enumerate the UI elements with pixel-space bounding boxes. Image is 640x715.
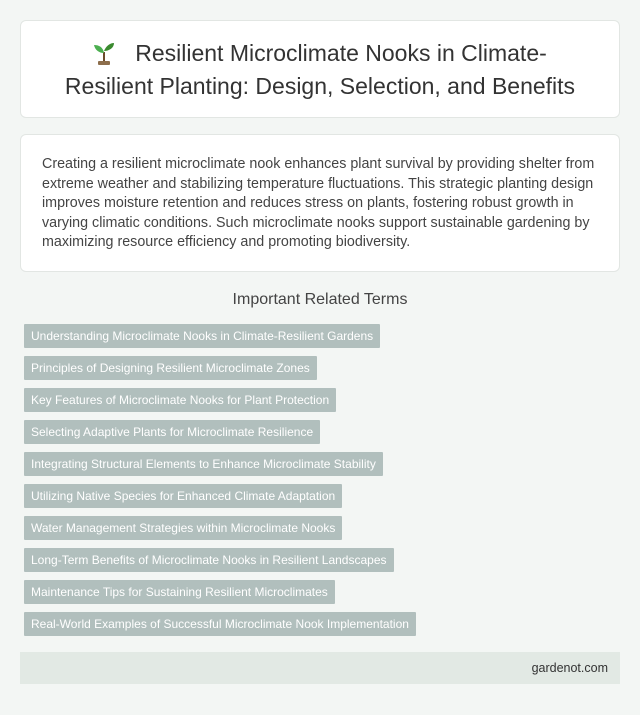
related-term-tag[interactable]: Understanding Microclimate Nooks in Climate-Resilient Gardens bbox=[24, 324, 380, 348]
page-title bbox=[51, 38, 589, 101]
title-card bbox=[20, 20, 620, 118]
related-term-tag[interactable]: Selecting Adaptive Plants for Microclimate Resilience bbox=[24, 420, 320, 444]
related-term-tag[interactable]: Real-World Examples of Successful Microclimate Nook Implementation bbox=[24, 612, 416, 636]
related-term-tag[interactable]: Water Management Strategies within Microclimate Nooks bbox=[24, 516, 342, 540]
related-terms-list bbox=[24, 324, 624, 644]
site-name-link[interactable]: gardenot.com bbox=[531, 661, 608, 675]
related-term-tag[interactable]: Long-Term Benefits of Microclimate Nooks in Resilient Landscapes bbox=[24, 548, 394, 572]
related-term-tag[interactable]: Principles of Designing Resilient Microclimate Zones bbox=[24, 356, 317, 380]
seedling-icon bbox=[93, 41, 115, 71]
footer bbox=[20, 652, 620, 684]
related-term-tag[interactable]: Utilizing Native Species for Enhanced Climate Adaptation bbox=[24, 484, 342, 508]
related-term-tag[interactable]: Maintenance Tips for Sustaining Resilient Microclimates bbox=[24, 580, 335, 604]
summary-text: Creating a resilient microclimate nook enhances plant survival by providing shelter from extreme weather and stabilizing temperature fluctuations. This strategic planting design improves moisture retention and reduces stress on plants, fostering robust growth in varying climatic conditions. Such microclimate nooks support sustainable gardening by maximizing resource efficiency and promoting biodiversity. bbox=[42, 156, 595, 250]
summary-card bbox=[20, 134, 620, 272]
page-title-text: Resilient Microclimate Nooks in Climate-Resilient Planting: Design, Selection, and Benefits bbox=[64, 39, 576, 99]
related-term-tag[interactable]: Key Features of Microclimate Nooks for Plant Protection bbox=[24, 388, 336, 412]
related-term-tag[interactable]: Integrating Structural Elements to Enhance Microclimate Stability bbox=[24, 452, 383, 476]
related-terms-heading: Important Related Terms bbox=[232, 291, 408, 308]
